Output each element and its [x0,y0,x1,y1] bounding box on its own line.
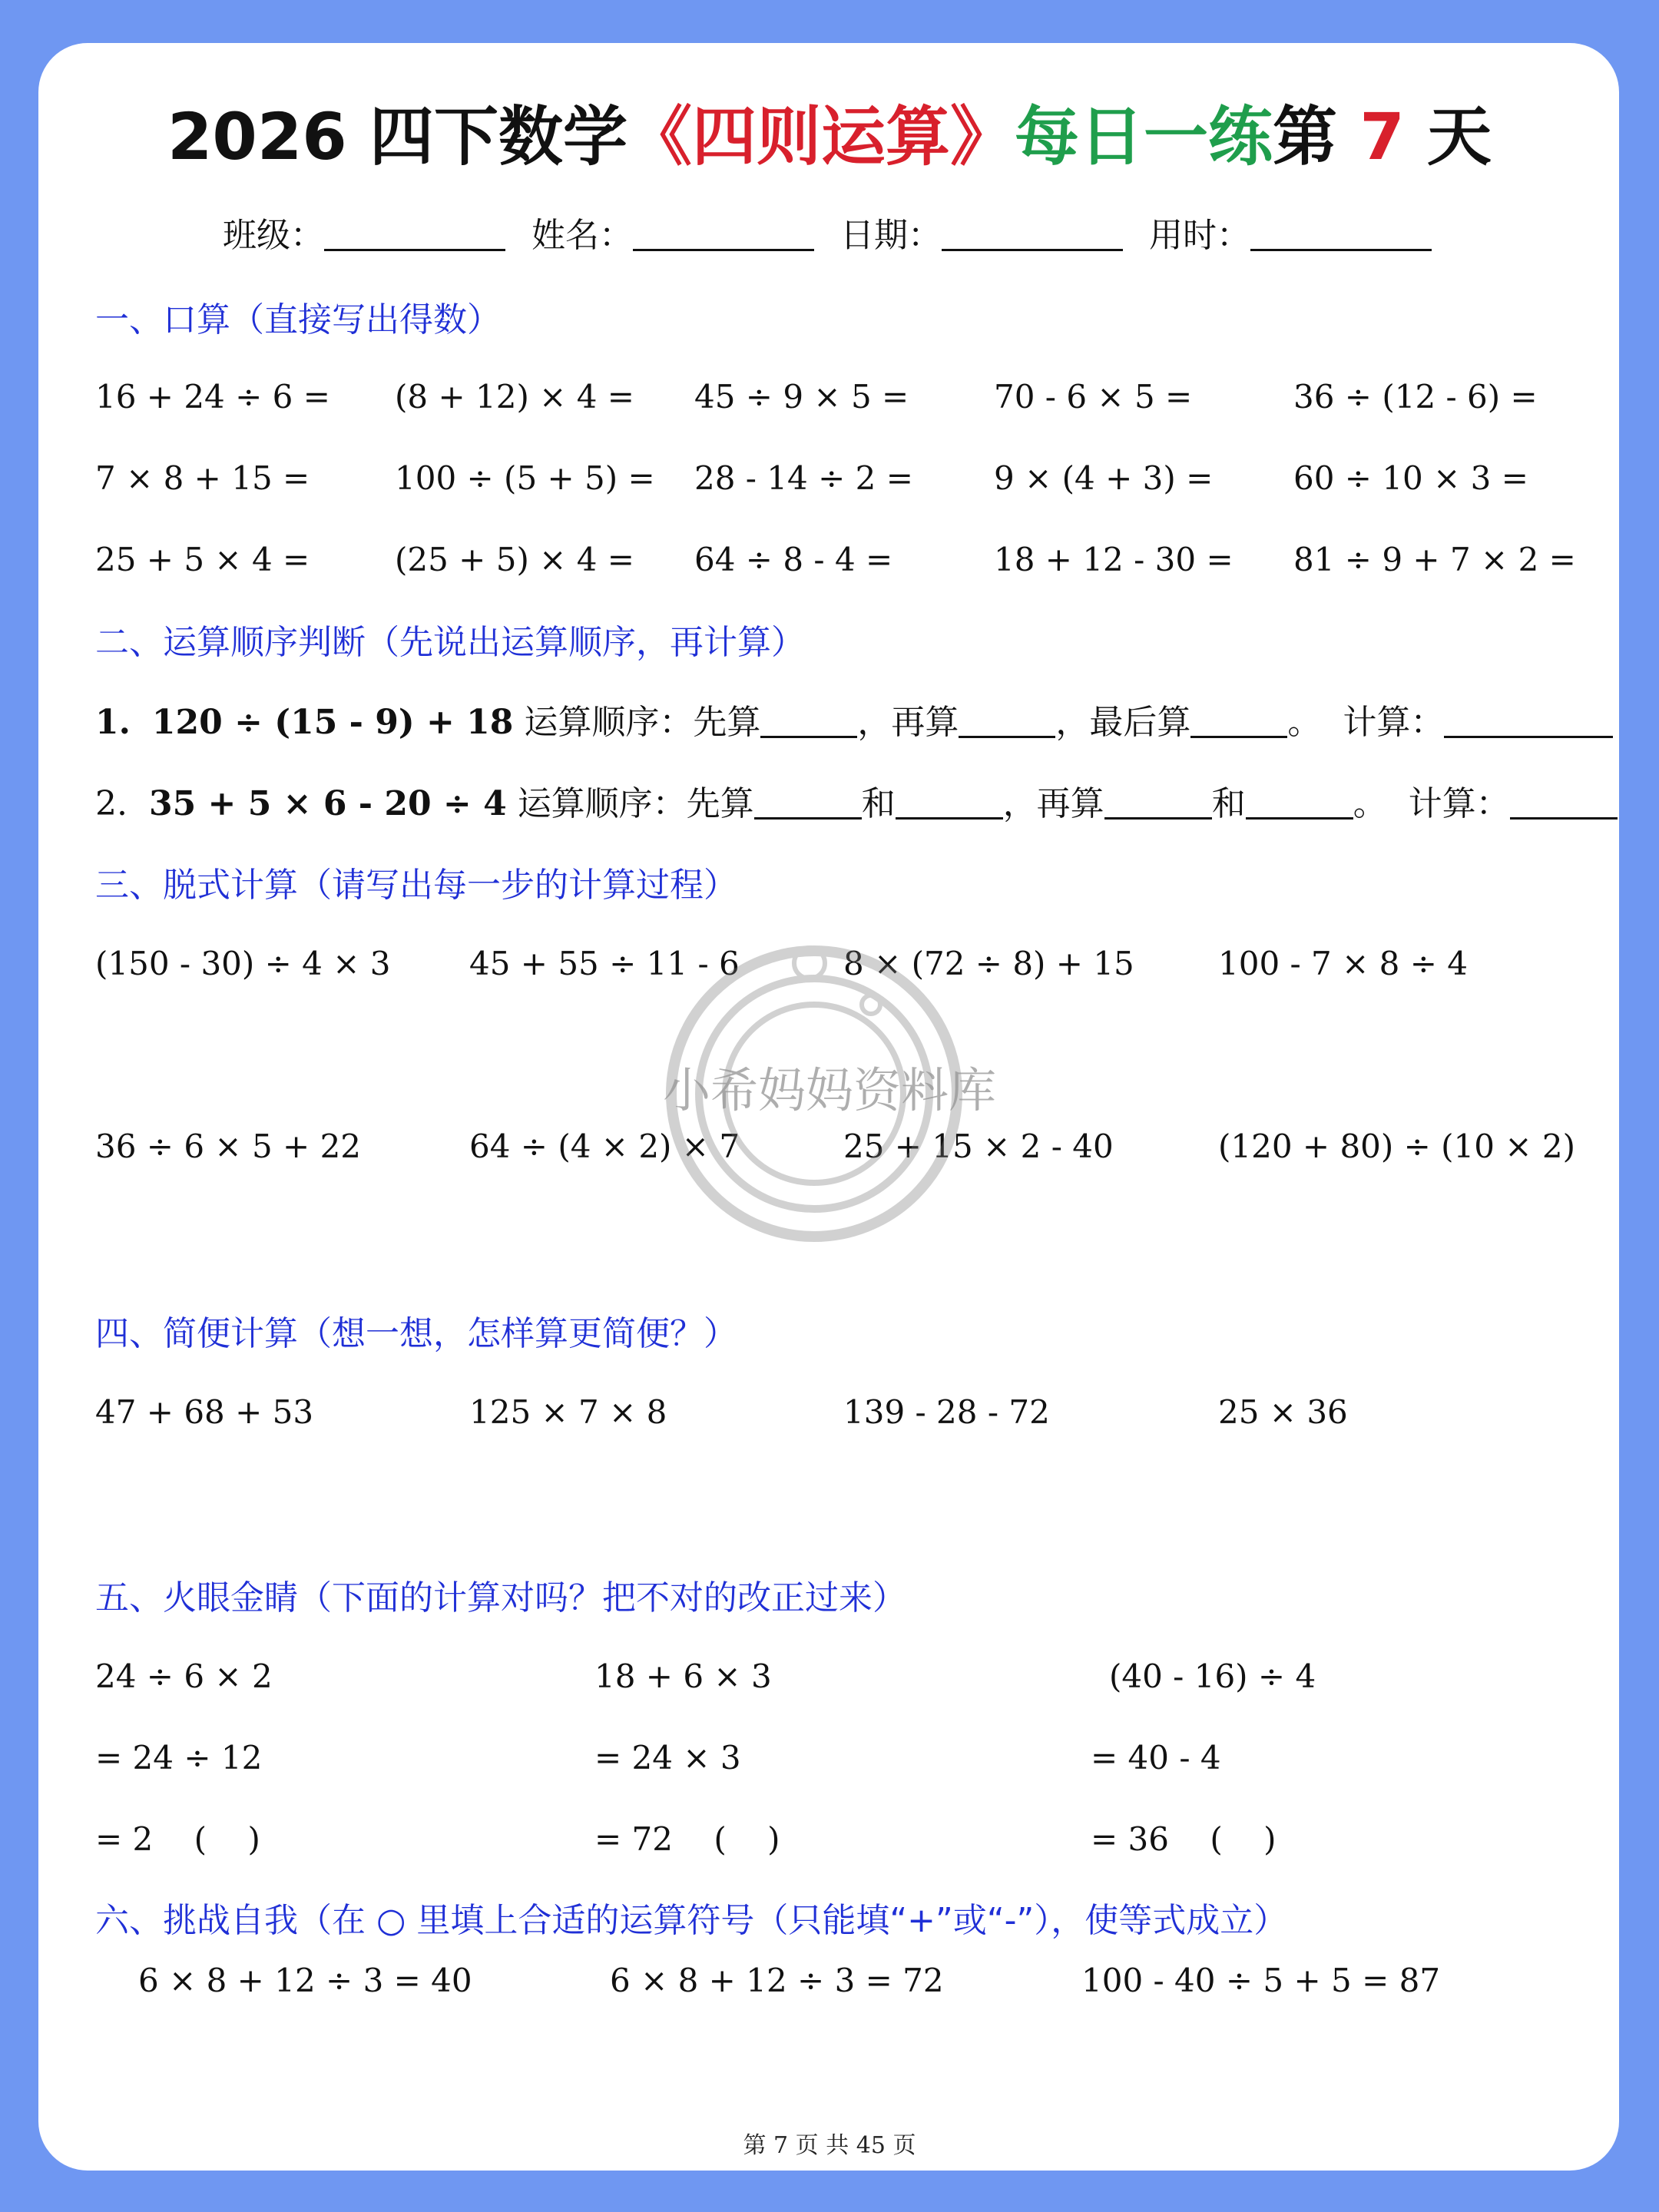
stepwise-item: (150 - 30) ÷ 4 × 3 [95,945,391,982]
check-line: 18 + 6 × 3 [594,1657,772,1695]
answer-blank[interactable] [1190,702,1287,738]
and-label: 和 [1211,784,1246,823]
stepwise-item: 36 ÷ 6 × 5 + 22 [95,1128,362,1165]
order-label: 运算顺序：先算 [524,703,761,742]
check-line: (40 - 16) ÷ 4 [1109,1657,1316,1695]
page-footer: 第 7 页 共 45 页 [743,2132,916,2159]
time-blank[interactable] [1250,215,1432,251]
oral-item: 60 ÷ 10 × 3 = [1293,459,1528,497]
stepwise-item: (120 + 80) ÷ (10 × 2) [1218,1128,1575,1165]
oral-item: (8 + 12) × 4 = [395,378,634,416]
oral-item: 25 + 5 × 4 = [95,541,310,578]
oral-item: 9 × (4 + 3) = [994,459,1214,497]
title-grade: 2026 四下数学 [167,99,628,174]
oral-item: 81 ÷ 9 + 7 × 2 = [1293,541,1576,578]
last-label: ，最后算 [1055,703,1191,742]
stepwise-item: 45 + 55 ÷ 11 - 6 [469,945,740,982]
section-challenge-heading: 六、挑战自我（在 ○ 里填上合适的运算符号（只能填“+”或“-”），使等式成立） [95,1901,1288,1940]
answer-blank[interactable] [1444,702,1613,738]
simple-item: 139 - 28 - 72 [843,1393,1050,1431]
oral-item: 70 - 6 × 5 = [994,378,1193,416]
order-question-2 [95,777,1618,831]
challenge-item: 6 × 8 + 12 ÷ 3 = 72 [610,1962,944,1999]
oral-item: 28 - 14 ÷ 2 = [694,459,913,497]
check-line-judgement[interactable]: = 2 ( ) [95,1820,260,1858]
simple-item: 125 × 7 × 8 [469,1393,667,1431]
order-label: 运算顺序：先算 [517,784,754,823]
then-label: ，再算 [1002,784,1104,823]
check-line: 24 ÷ 6 × 2 [95,1657,273,1695]
period: 。 [1287,703,1322,742]
oral-item: 18 + 12 - 30 = [994,541,1233,578]
check-line-judgement[interactable]: = 72 ( ) [594,1820,780,1858]
date-label: 日期： [840,216,942,255]
section-stepwise-heading: 三、脱式计算（请写出每一步的计算过程） [95,866,737,905]
question-expression: 35 + 5 × 6 - 20 ÷ 4 [148,784,507,823]
oral-item: 100 ÷ (5 + 5) = [395,459,655,497]
question-number: 2. [95,784,127,823]
answer-blank[interactable] [754,783,862,820]
name-label: 姓名： [531,216,633,255]
name-blank[interactable] [633,215,814,251]
check-line-judgement[interactable]: = 36 ( ) [1091,1820,1277,1858]
section-order-heading: 二、运算顺序判断（先说出运算顺序，再计算） [95,623,805,662]
oral-item: 36 ÷ (12 - 6) = [1293,378,1538,416]
answer-blank[interactable] [959,702,1055,738]
check-line: = 24 × 3 [594,1739,741,1777]
section-simple-heading: 四、简便计算（想一想，怎样算更简便？） [95,1314,737,1353]
period: 。 [1353,784,1387,823]
answer-blank[interactable] [1510,783,1618,820]
question-expression: 120 ÷ (15 - 9) + 18 [151,703,514,742]
title-daily: 每日一练 [1015,99,1273,174]
calc-label: 计算： [1408,784,1510,823]
check-line: = 40 - 4 [1091,1739,1221,1777]
stepwise-item: 64 ÷ (4 × 2) × 7 [469,1128,740,1165]
title-day-number: 7 [1359,99,1405,174]
then-label: ，再算 [857,703,959,742]
challenge-item: 6 × 8 + 12 ÷ 3 = 40 [138,1962,472,1999]
class-label: 班级： [223,216,324,255]
simple-item: 47 + 68 + 53 [95,1393,314,1431]
section-check-heading: 五、火眼金睛（下面的计算对吗？把不对的改正过来） [95,1578,906,1618]
simple-item: 25 × 36 [1218,1393,1348,1431]
student-info-row [223,209,1447,263]
watermark-text: 小希妈妈资料库 [662,1062,996,1118]
answer-blank[interactable] [1246,783,1353,820]
class-blank[interactable] [324,215,505,251]
oral-item: (25 + 5) × 4 = [395,541,634,578]
challenge-item: 100 - 40 ÷ 5 + 5 = 87 [1081,1962,1441,1999]
oral-item: 45 ÷ 9 × 5 = [694,378,909,416]
check-line: = 24 ÷ 12 [95,1739,263,1777]
page-title [0,91,1659,183]
and-label: 和 [861,784,896,823]
oral-item: 16 + 24 ÷ 6 = [95,378,330,416]
time-label: 用时： [1149,216,1250,255]
stepwise-item: 100 - 7 × 8 ÷ 4 [1218,945,1469,982]
title-day-suffix: 天 [1427,99,1492,174]
answer-blank[interactable] [1104,783,1212,820]
answer-blank[interactable] [896,783,1003,820]
oral-item: 7 × 8 + 15 = [95,459,310,497]
answer-blank[interactable] [760,702,857,738]
question-number: 1. [95,703,131,742]
stepwise-item: 8 × (72 ÷ 8) + 15 [843,945,1134,982]
stepwise-item: 25 + 15 × 2 - 40 [843,1128,1114,1165]
order-question-1 [95,696,1613,750]
date-blank[interactable] [942,215,1123,251]
title-topic: 《四则运算》 [628,99,1015,174]
calc-label: 计算： [1343,703,1445,742]
title-day-prefix: 第 [1273,99,1338,174]
oral-item: 64 ÷ 8 - 4 = [694,541,893,578]
section-oral-heading: 一、口算（直接写出得数） [95,300,501,339]
